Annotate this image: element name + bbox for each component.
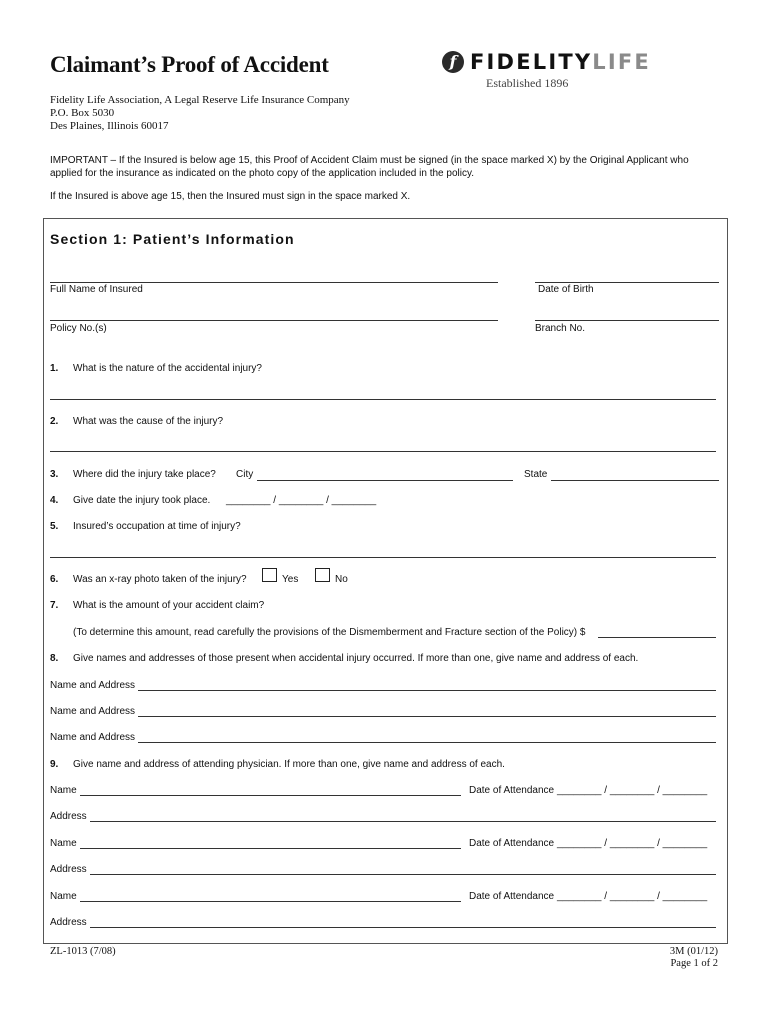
question-5-number: 5. — [50, 521, 59, 532]
question-2-answer-field[interactable] — [50, 451, 716, 452]
physician-3-date-field[interactable]: ________ / ________ / ________ — [557, 891, 708, 902]
question-7-text: What is the amount of your accident claim? — [73, 600, 265, 611]
question-9-number: 9. — [50, 759, 59, 770]
logo-wordmark — [470, 50, 651, 74]
question-5-text: Insured’s occupation at time of injury? — [73, 521, 241, 532]
full-name-field[interactable] — [50, 282, 498, 283]
policy-number-label: Policy No.(s) — [50, 323, 107, 334]
branch-number-label: Branch No. — [535, 323, 586, 334]
physician-1-name-label: Name — [50, 785, 77, 796]
question-5-answer-field[interactable] — [50, 557, 716, 558]
physician-2-name-label: Name — [50, 838, 77, 849]
xray-no-checkbox[interactable] — [315, 568, 330, 582]
question-2-number: 2. — [50, 416, 59, 427]
date-of-birth-label: Date of Birth — [538, 284, 594, 295]
date-of-birth-field[interactable] — [535, 282, 719, 283]
important-notice: IMPORTANT – If the Insured is below age 15, this Proof of Accident Claim must be signed (in the space marked X) by the Original Applicant who applied for the insurance as indicated on the photo copy of the application included in the policy. — [50, 155, 689, 179]
physician-3-date-label: Date of Attendance — [469, 891, 555, 902]
question-1-number: 1. — [50, 363, 59, 374]
print-code: 3M (01/12) — [669, 946, 718, 957]
fidelity-logo-mark-icon: f — [442, 51, 464, 73]
company-name: Fidelity Life Association, A Legal Reserve Life Insurance Company — [50, 94, 350, 106]
witness-2-label: Name and Address — [50, 706, 136, 717]
xray-no-label: No — [335, 574, 348, 585]
physician-3-name-label: Name — [50, 891, 77, 902]
witness-1-field[interactable] — [138, 690, 716, 691]
witness-2-field[interactable] — [138, 716, 716, 717]
company-address-block — [50, 94, 350, 133]
logo-word-life: LIFE — [592, 50, 651, 74]
physician-1-address-label: Address — [50, 811, 87, 822]
question-8-text: Give names and addresses of those present when accidental injury occurred. If more than one, give name and address of each. — [73, 653, 639, 664]
page-title: Claimant’s Proof of Accident — [50, 52, 329, 77]
question-7-note: (To determine this amount, read carefully the provisions of the Dismemberment and Fracture section of the Policy) $ — [73, 627, 586, 638]
question-3-text: Where did the injury take place? — [73, 469, 216, 480]
physician-1-date-field[interactable]: ________ / ________ / ________ — [557, 785, 708, 796]
fidelity-life-logo — [440, 48, 710, 92]
city-field[interactable] — [257, 480, 513, 481]
question-8-number: 8. — [50, 653, 59, 664]
injury-date-field[interactable]: ________ / ________ / ________ — [226, 495, 377, 506]
branch-number-field[interactable] — [535, 320, 719, 321]
physician-3-name-field[interactable] — [80, 901, 461, 902]
company-po-box: P.O. Box 5030 — [50, 107, 115, 119]
physician-2-name-field[interactable] — [80, 848, 461, 849]
physician-2-address-field[interactable] — [90, 874, 716, 875]
full-name-label: Full Name of Insured — [50, 284, 143, 295]
xray-yes-label: Yes — [282, 574, 299, 585]
question-1-answer-field[interactable] — [50, 399, 716, 400]
physician-2-date-field[interactable]: ________ / ________ / ________ — [557, 838, 708, 849]
question-9-text: Give name and address of attending physician. If more than one, give name and address of each. — [73, 759, 505, 770]
state-label: State — [524, 469, 548, 480]
physician-3-address-field[interactable] — [90, 927, 716, 928]
claim-amount-field[interactable] — [598, 637, 716, 638]
logo-established: Established 1896 — [486, 76, 569, 90]
question-6-number: 6. — [50, 574, 59, 585]
question-2-text: What was the cause of the injury? — [73, 416, 224, 427]
company-city-state: Des Plaines, Illinois 60017 — [50, 120, 169, 132]
question-3-number: 3. — [50, 469, 59, 480]
question-7-number: 7. — [50, 600, 59, 611]
state-field[interactable] — [551, 480, 719, 481]
question-6-text: Was an x-ray photo taken of the injury? — [73, 574, 247, 585]
logo-word-fidelity: FIDELITY — [470, 50, 593, 74]
form-code: ZL-1013 (7/08) — [50, 946, 116, 957]
page-number: Page 1 of 2 — [670, 958, 718, 969]
section-1-title: Section 1: Patient’s Information — [50, 231, 295, 247]
witness-1-label: Name and Address — [50, 680, 136, 691]
policy-number-field[interactable] — [50, 320, 498, 321]
question-4-text: Give date the injury took place. — [73, 495, 211, 506]
physician-2-address-label: Address — [50, 864, 87, 875]
question-1-text: What is the nature of the accidental injury? — [73, 363, 262, 374]
physician-1-name-field[interactable] — [80, 795, 461, 796]
physician-1-address-field[interactable] — [90, 821, 716, 822]
xray-yes-checkbox[interactable] — [262, 568, 277, 582]
physician-3-address-label: Address — [50, 917, 87, 928]
city-label: City — [236, 469, 254, 480]
witness-3-label: Name and Address — [50, 732, 136, 743]
physician-1-date-label: Date of Attendance — [469, 785, 555, 796]
physician-2-date-label: Date of Attendance — [469, 838, 555, 849]
above-15-notice: If the Insured is above age 15, then the Insured must sign in the space marked X. — [50, 191, 411, 202]
witness-3-field[interactable] — [138, 742, 716, 743]
question-4-number: 4. — [50, 495, 59, 506]
